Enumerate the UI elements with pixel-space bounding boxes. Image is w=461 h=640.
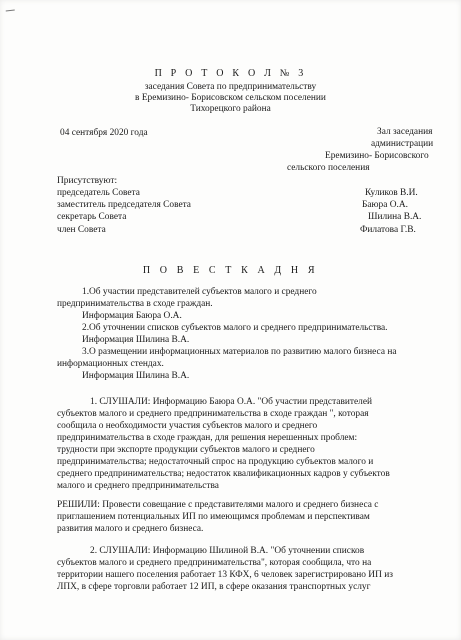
section-1-line-6: предпринимательства; недостаточный спрос на продукцию субъектов малого и	[57, 457, 374, 467]
place-line-4: сельского поселения	[287, 163, 370, 173]
section-1-line-7: среднего предпринимательства; недостаток квалификационных кадров у субъектов	[57, 469, 390, 479]
header-line-3: Тихорецкого района	[190, 104, 271, 114]
agenda-item-1-line-2: предпринимательства в сходе граждан.	[57, 299, 213, 309]
name-deputy: Баюра О.А.	[362, 200, 408, 210]
section-1-line-2: субъектов малого и среднего предпринимательства в сходе граждан ", которая	[57, 409, 369, 419]
meeting-date: 04 сентября 2020 года	[60, 128, 148, 138]
section-2-line-1: 2. СЛУШАЛИ: Информацию Шилиной В.А. "Об уточнении списков	[90, 546, 365, 556]
section-1-line-4: предпринимательства в сходе граждан, для решения нерешенных проблем:	[57, 433, 358, 443]
place-line-1: Зал заседания	[377, 127, 433, 137]
role-chairman: председатель Совета	[57, 188, 140, 198]
protocol-title: П Р О Т О К О Л № 3	[154, 68, 307, 79]
attendance-heading: Присутствуют:	[57, 176, 118, 186]
agenda-heading: П О В Е С Т К А Д Н Я	[142, 265, 319, 276]
scan-mark	[6, 10, 16, 17]
place-line-2: администрации	[371, 139, 434, 149]
agenda-item-2-line-1: 2.Об уточнении списков субъектов малого и среднего предпринимательства.	[82, 323, 388, 333]
agenda-item-3-line-2: информационных стендах.	[57, 359, 164, 369]
role-member: член Совета	[57, 225, 106, 235]
header-line-2: в Еремизино- Борисовском сельском поселении	[135, 93, 326, 103]
section-1-line-1: 1. СЛУШАЛИ: Информацию Баюра О.А. "Об участии представителей	[90, 397, 373, 407]
decision-1-line-2: приглашением потенциальных ИП по имеющимся проблемам и перспективам	[57, 512, 370, 522]
role-deputy: заместитель председателя Совета	[57, 200, 191, 210]
agenda-item-2-info: Информация Шилина В.А.	[82, 335, 190, 345]
role-secretary: секретарь Совета	[57, 212, 127, 222]
section-2-line-3: территории нашего поселения работает 13 КФХ, 6 человек зарегистрировано ИП из	[57, 570, 393, 580]
name-member: Филатова Г.В.	[360, 225, 416, 235]
decision-1-line-3: развития малого и среднего бизнеса.	[57, 524, 204, 534]
agenda-item-3-info: Информация Шилина В.А.	[82, 371, 190, 381]
agenda-item-3-line-1: 3.О размещении информационных материалов по развитию малого бизнеса на	[82, 347, 397, 357]
name-secretary: Шилина В.А.	[368, 212, 422, 222]
section-1-line-8: малого и среднего предпринимательства	[57, 481, 219, 491]
name-chairman: Куликов В.И.	[365, 188, 418, 198]
section-2-line-2: субъектов малого и среднего предпринимательства", которая сообщила, что на	[57, 558, 372, 568]
decision-1-line-1: РЕШИЛИ: Провести совещание с представителями малого и среднего бизнеса с	[57, 500, 379, 510]
place-line-3: Еремизино- Борисовского	[325, 151, 429, 161]
agenda-item-1-line-1: 1.Об участии представителей субъектов малого и среднего	[82, 287, 317, 297]
agenda-item-1-info: Информация Баюра О.А.	[82, 311, 182, 321]
section-1-line-3: сообщила о необходимости участия субъектов малого и среднего	[57, 421, 318, 431]
section-1-line-5: трудности при экспорте продукции субъектов малого и среднего	[57, 445, 315, 455]
header-line-1: заседания Совета по предпринимательству	[144, 82, 317, 92]
section-2-line-4: ЛПХ, в сфере торговли работает 12 ИП, в сфере оказания транспортных услуг	[57, 582, 371, 592]
